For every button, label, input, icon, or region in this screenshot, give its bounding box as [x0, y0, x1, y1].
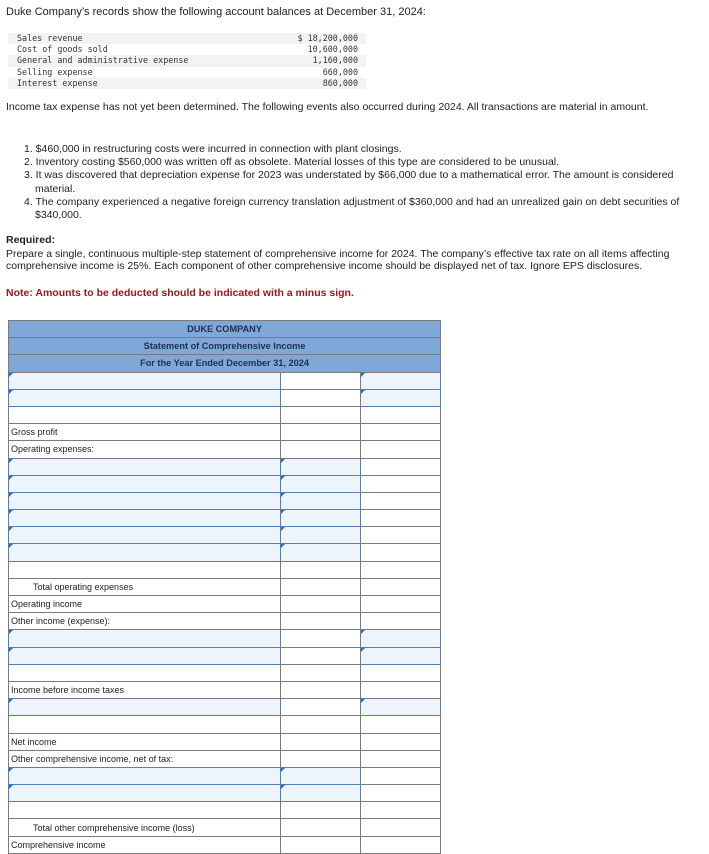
table-row: [9, 458, 441, 475]
account-amount: $ 18,200,000: [262, 33, 366, 44]
table-row: [9, 561, 441, 578]
required-heading: Required:: [6, 234, 56, 246]
table-row: [9, 733, 441, 750]
table-row: [9, 647, 441, 664]
intro-text: Duke Company’s records show the following account balances at December 31, 2024:: [6, 6, 426, 18]
total-oci-label: Total other comprehensive income (loss): [9, 819, 281, 836]
line-item-select[interactable]: [9, 458, 281, 475]
total-operating-expenses-label: Total operating expenses: [9, 578, 281, 595]
line-item-select[interactable]: [9, 475, 281, 492]
account-row: [8, 67, 366, 78]
table-row: [9, 613, 441, 630]
amount-input[interactable]: [361, 372, 441, 389]
table-row: [9, 406, 441, 423]
line-item-select[interactable]: [9, 527, 281, 544]
account-amount: 10,600,000: [307, 44, 358, 55]
table-row: [9, 596, 441, 613]
account-name: Interest expense: [8, 78, 262, 89]
operating-income-label: Operating income: [9, 596, 281, 613]
line-item-select[interactable]: [9, 630, 281, 647]
line-item-select[interactable]: [9, 699, 281, 716]
required-note: Note: Amounts to be deducted should be indicated with a minus sign.: [6, 287, 354, 299]
account-amount: 660,000: [322, 66, 358, 77]
amount-input[interactable]: [281, 785, 361, 802]
table-row: [9, 681, 441, 698]
table-row: [9, 475, 441, 492]
event-item: 1. $460,000 in restructuring costs were incurred in connection with plant closings.: [24, 143, 402, 155]
account-row: [8, 44, 366, 55]
table-row: [9, 630, 441, 647]
table-row: [9, 578, 441, 595]
amount-input[interactable]: [361, 389, 441, 406]
table-row: [9, 441, 441, 458]
account-row: [8, 78, 366, 89]
table-row: [9, 699, 441, 716]
event-item: 3. It was discovered that depreciation expense for 2023 was understated by $66,000 due to a mathematical error. The amount is considered material.: [24, 169, 674, 195]
table-row: [9, 664, 441, 681]
account-amount: 860,000: [262, 78, 366, 89]
line-item-select[interactable]: [9, 647, 281, 664]
amount-input[interactable]: [281, 544, 361, 561]
table-row: [9, 544, 441, 561]
amount-input[interactable]: [281, 510, 361, 527]
comprehensive-income-label: Comprehensive income: [9, 836, 281, 853]
amount-input[interactable]: [361, 630, 441, 647]
table-row: [9, 372, 441, 389]
table-row: [9, 836, 441, 853]
account-name: Cost of goods sold: [17, 44, 108, 55]
account-name: Selling expense: [17, 66, 93, 77]
table-row: [9, 389, 441, 406]
operating-expenses-label: Operating expenses:: [9, 441, 281, 458]
required-text: Prepare a single, continuous multiple-step statement of comprehensive income for 2024. The company’s effective tax rate on all items affecting comprehensive income is 25%. Each component of other comprehensive income should be displayed net of tax. Ignore EPS disclosures.: [6, 248, 670, 273]
amount-cell: [281, 372, 361, 389]
account-amount: 1,160,000: [262, 55, 366, 66]
gross-profit-label: Gross profit: [9, 424, 281, 441]
oci-label: Other comprehensive income, net of tax:: [9, 750, 281, 767]
other-income-label: Other income (expense):: [9, 613, 281, 630]
statement-period: For the Year Ended December 31, 2024: [9, 355, 441, 372]
net-income-label: Net income: [9, 733, 281, 750]
line-item-select[interactable]: [9, 544, 281, 561]
line-item-select[interactable]: [9, 492, 281, 509]
table-row: [9, 492, 441, 509]
table-row: [9, 819, 441, 836]
event-item: 2. Inventory costing $560,000 was written off as obsolete. Material losses of this type are considered to be unusual.: [24, 156, 560, 169]
statement-title: Statement of Comprehensive Income: [9, 338, 441, 355]
amount-input[interactable]: [281, 527, 361, 544]
income-before-taxes-label: Income before income taxes: [9, 681, 281, 698]
amount-input[interactable]: [281, 492, 361, 509]
tax-note: Income tax expense has not yet been determined. The following events also occurred during 2024. All transactions are material in amount.: [6, 101, 649, 113]
account-name: General and administrative expense: [8, 55, 262, 66]
table-row: [9, 424, 441, 441]
line-item-select[interactable]: [9, 510, 281, 527]
table-row: [9, 510, 441, 527]
account-name: Sales revenue: [8, 33, 262, 44]
line-item-select[interactable]: [9, 389, 281, 406]
event-item: 4. The company experienced a negative foreign currency translation adjustment of $360,000 and had an unrealized gain on debt securities of $340,000.: [24, 195, 680, 222]
table-row: [9, 527, 441, 544]
table-row: [9, 716, 441, 733]
line-item-select[interactable]: [9, 785, 281, 802]
account-row: [8, 55, 366, 66]
statement-company: DUKE COMPANY: [9, 321, 441, 338]
amount-input[interactable]: [281, 475, 361, 492]
amount-input[interactable]: [361, 647, 441, 664]
events-list: [24, 143, 704, 222]
table-row: [9, 802, 441, 819]
amount-input[interactable]: [361, 699, 441, 716]
table-row: [9, 750, 441, 767]
income-statement-table: [8, 320, 441, 854]
amount-input[interactable]: [281, 458, 361, 475]
account-row: [8, 33, 366, 44]
account-balances-table: [8, 33, 366, 89]
line-item-select[interactable]: [9, 372, 281, 389]
table-row: [9, 785, 441, 802]
amount-cell: [281, 389, 361, 406]
